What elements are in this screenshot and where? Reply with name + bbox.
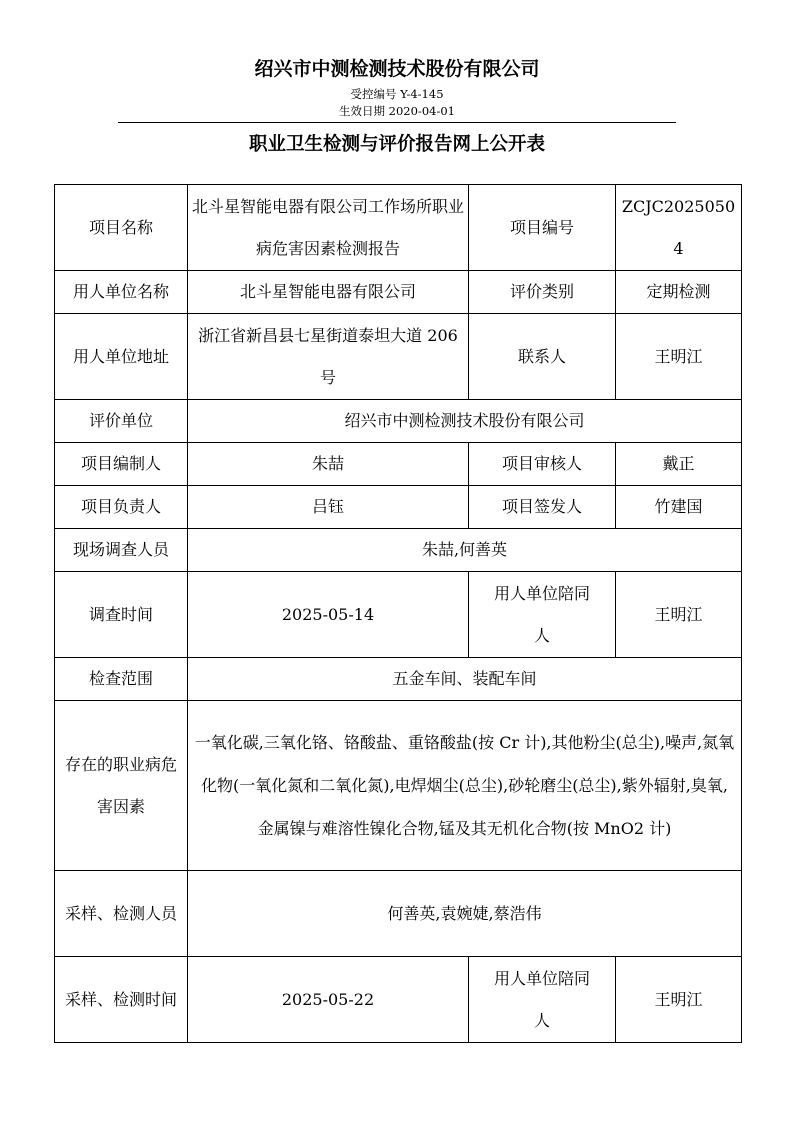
hazards-value: 一氧化碳,三氧化铬、铬酸盐、重铬酸盐(按 Cr 计),其他粉尘(总尘),噪声,氮氧化物(一氧化氮和二氧化氮),电焊烟尘(总尘),砂轮磨尘(总尘),紫外辐射,臭氧,金属镍与难溶性镍化合物,锰及其无机化合物(按 MnO2 计) bbox=[188, 701, 742, 871]
project-no-label: 项目编号 bbox=[469, 185, 616, 271]
table-row bbox=[55, 957, 742, 1043]
survey-companion-label: 用人单位陪同人 bbox=[469, 572, 616, 658]
employer-address-label: 用人单位地址 bbox=[55, 314, 188, 400]
table-row bbox=[55, 185, 742, 271]
table-row bbox=[55, 486, 742, 529]
survey-time-label: 调查时间 bbox=[55, 572, 188, 658]
table-row bbox=[55, 572, 742, 658]
sample-time-value: 2025-05-22 bbox=[188, 957, 469, 1043]
contact-label: 联系人 bbox=[469, 314, 616, 400]
control-number: 受控编号 Y-4-145 bbox=[350, 87, 444, 101]
table-row bbox=[55, 658, 742, 701]
contact-value: 王明江 bbox=[616, 314, 742, 400]
eval-type-value: 定期检测 bbox=[616, 271, 742, 314]
table-row bbox=[55, 701, 742, 871]
employer-name-label: 用人单位名称 bbox=[55, 271, 188, 314]
eval-unit-label: 评价单位 bbox=[55, 400, 188, 443]
eval-type-label: 评价类别 bbox=[469, 271, 616, 314]
sample-companion-label: 用人单位陪同人 bbox=[469, 957, 616, 1043]
sample-time-label: 采样、检测时间 bbox=[55, 957, 188, 1043]
project-name-label: 项目名称 bbox=[55, 185, 188, 271]
manager-label: 项目负责人 bbox=[55, 486, 188, 529]
header-divider bbox=[118, 122, 676, 123]
reviewer-label: 项目审核人 bbox=[469, 443, 616, 486]
hazards-label: 存在的职业病危害因素 bbox=[55, 701, 188, 871]
manager-value: 吕钰 bbox=[188, 486, 469, 529]
compiler-value: 朱喆 bbox=[188, 443, 469, 486]
sample-companion-value: 王明江 bbox=[616, 957, 742, 1043]
employer-name-value: 北斗星智能电器有限公司 bbox=[188, 271, 469, 314]
document-title: 职业卫生检测与评价报告网上公开表 bbox=[248, 134, 545, 155]
table-row bbox=[55, 400, 742, 443]
table-row bbox=[55, 314, 742, 400]
issuer-label: 项目签发人 bbox=[469, 486, 616, 529]
survey-companion-value: 王明江 bbox=[616, 572, 742, 658]
table-row bbox=[55, 271, 742, 314]
table-row bbox=[55, 871, 742, 957]
project-name-value: 北斗星智能电器有限公司工作场所职业病危害因素检测报告 bbox=[188, 185, 469, 271]
investigators-label: 现场调查人员 bbox=[55, 529, 188, 572]
samplers-label: 采样、检测人员 bbox=[55, 871, 188, 957]
compiler-label: 项目编制人 bbox=[55, 443, 188, 486]
table-row bbox=[55, 529, 742, 572]
disclosure-table bbox=[54, 184, 742, 1043]
project-no-value: ZCJC20250504 bbox=[616, 185, 742, 271]
eval-unit-value: 绍兴市中测检测技术股份有限公司 bbox=[188, 400, 742, 443]
investigators-value: 朱喆,何善英 bbox=[188, 529, 742, 572]
employer-address-value: 浙江省新昌县七星街道泰坦大道 206 号 bbox=[188, 314, 469, 400]
reviewer-value: 戴正 bbox=[616, 443, 742, 486]
samplers-value: 何善英,袁婉婕,蔡浩伟 bbox=[188, 871, 742, 957]
company-name: 绍兴市中测检测技术股份有限公司 bbox=[254, 58, 540, 80]
issuer-value: 竹建国 bbox=[616, 486, 742, 529]
table-row bbox=[55, 443, 742, 486]
effective-date: 生效日期 2020-04-01 bbox=[339, 104, 455, 118]
scope-value: 五金车间、装配车间 bbox=[188, 658, 742, 701]
scope-label: 检查范围 bbox=[55, 658, 188, 701]
survey-time-value: 2025-05-14 bbox=[188, 572, 469, 658]
